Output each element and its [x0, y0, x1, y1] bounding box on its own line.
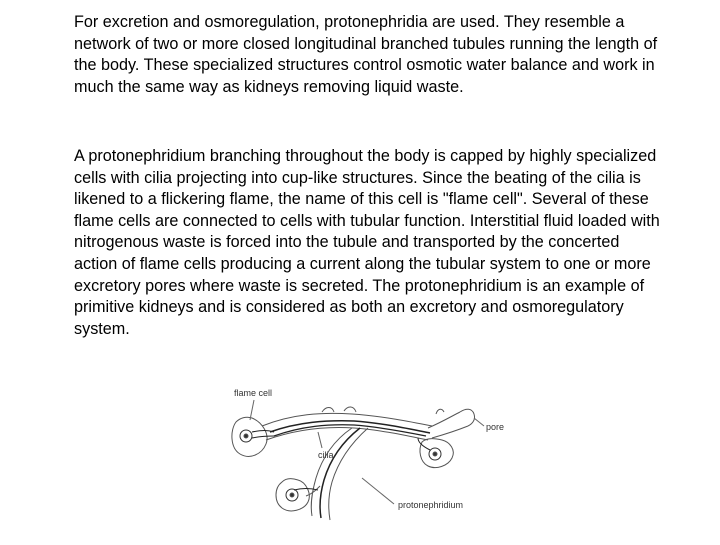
paragraph-intro: For excretion and osmoregulation, protonephridia are used. They resemble a network of two or more closed longitudinal branched tubules running the length of the body. These specialized structures control osmotic water balance and work in much the same way as kidneys removing liquid waste. — [74, 13, 658, 96]
protonephridium-pointer — [362, 478, 394, 504]
protonephridium-label: protonephridium — [398, 500, 464, 510]
cilia-pointer — [318, 432, 322, 448]
paragraph-details: A protonephridium branching throughout the body is capped by highly specialized cells with cilia projecting into cup-like structures. Since the beating of the cilia is likened to a flickering flame, the name of this cell is "flame cell". Several of these flame cells are connected to cells with tubular function. Interstitial fluid loaded with nitrogenous waste is forced into the tubule and transported by the concerted action of flame cells producing a current along the tubular system to one or more excretory pores where waste is secreted. The protonephridium is an example of primitive kidneys and is considered as both an excretory and osmoregulatory system. — [74, 147, 660, 338]
tubule-main-upper — [262, 413, 432, 426]
pore-pointer — [474, 418, 484, 426]
tubule-main-lower — [266, 428, 428, 441]
flame-cell-label: flame cell — [234, 388, 273, 398]
protonephridium-diagram — [222, 378, 522, 540]
cilia-label: cilia — [318, 450, 334, 460]
flame-cell-pointer — [250, 400, 254, 420]
pore-label: pore — [486, 422, 505, 432]
tubule-right-branch — [428, 412, 460, 428]
